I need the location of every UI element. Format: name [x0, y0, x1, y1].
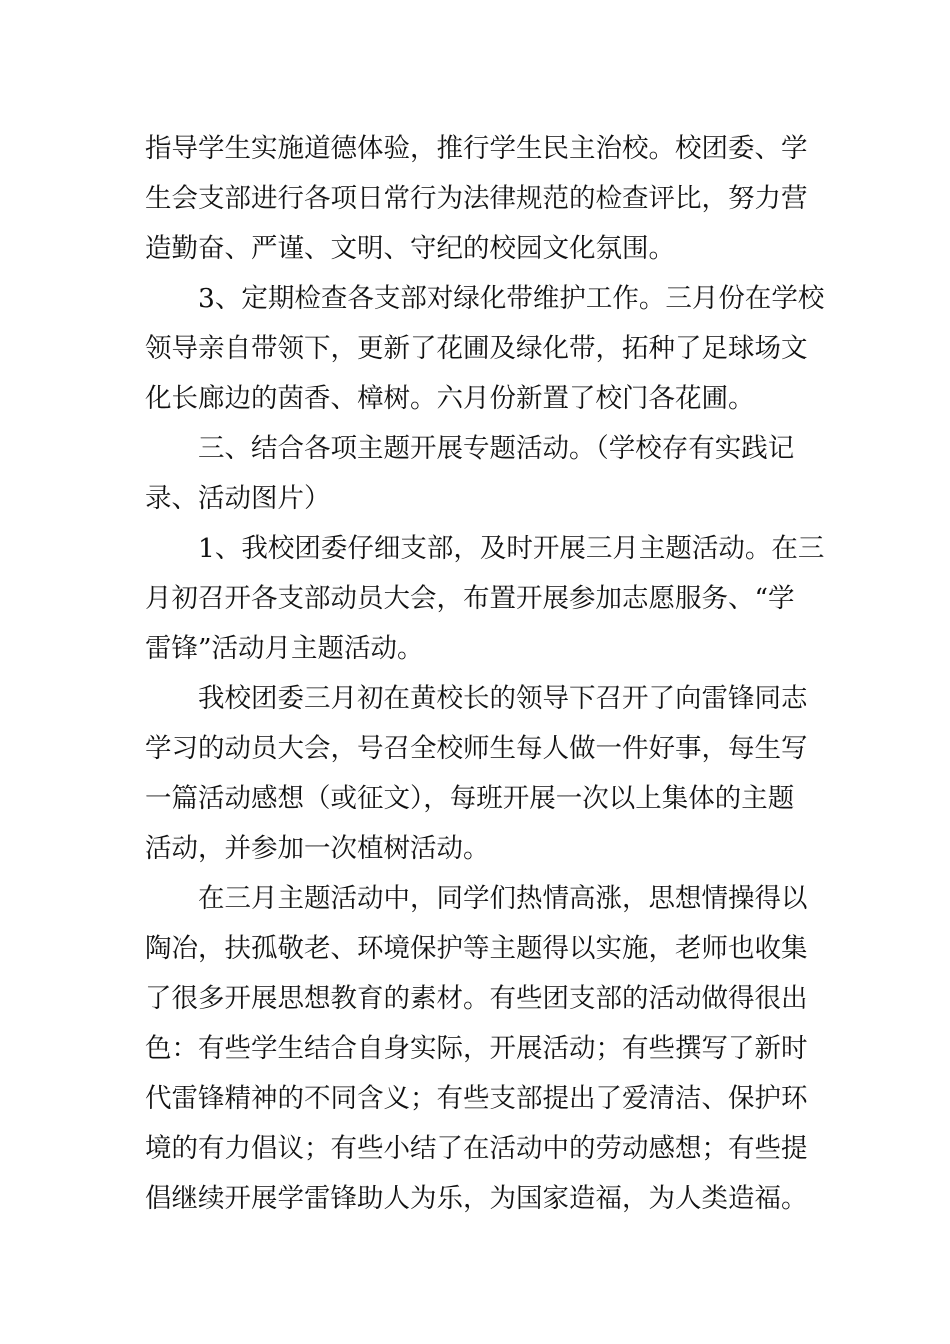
- text-line: 雷锋”活动月主题活动。: [145, 633, 424, 664]
- text-line: 录、活动图片）: [145, 483, 331, 514]
- text-line: 倡继续开展学雷锋助人为乐，为国家造福，为人类造福。: [145, 1183, 808, 1214]
- text-line: 色：有些学生结合自身实际，开展活动；有些撰写了新时: [145, 1033, 808, 1064]
- text-line: 陶冶，扶孤敬老、环境保护等主题得以实施，老师也收集: [145, 933, 808, 964]
- document-body: [145, 124, 825, 1224]
- text-line: 化长廊边的茵香、樟树。六月份新置了校门各花圃。: [145, 383, 755, 414]
- text-line: 月初召开各支部动员大会，布置开展参加志愿服务、“学: [145, 583, 795, 614]
- text-line: 了很多开展思想教育的素材。有些团支部的活动做得很出: [145, 983, 808, 1014]
- paragraph-1: [145, 124, 810, 274]
- text-line: 我校团委三月初在黄校长的领导下召开了向雷锋同志: [198, 683, 808, 714]
- text-line: 活动，并参加一次植树活动。: [145, 833, 490, 864]
- paragraph-2: [145, 274, 825, 424]
- text-line: 3、定期检查各支部对绿化带维护工作。三月份在学校: [198, 283, 825, 314]
- paragraph-5: [145, 674, 810, 874]
- text-line: 境的有力倡议；有些小结了在活动中的劳动感想；有些提: [145, 1133, 808, 1164]
- text-line: 生会支部进行各项日常行为法律规范的检查评比，努力营: [145, 183, 808, 214]
- paragraph-4: [145, 524, 825, 674]
- text-line: 学习的动员大会，号召全校师生每人做一件好事，每生写: [145, 733, 808, 764]
- text-line: 领导亲自带领下，更新了花圃及绿化带，拓种了足球场文: [145, 333, 808, 364]
- text-line: 一篇活动感想（或征文），每班开展一次以上集体的主题: [145, 783, 795, 814]
- paragraph-3: [145, 424, 810, 524]
- text-line: 1、我校团委仔细支部，及时开展三月主题活动。在三: [198, 533, 825, 564]
- text-line: 三、结合各项主题开展专题活动。（学校存有实践记: [198, 433, 795, 464]
- text-line: 造勤奋、严谨、文明、守纪的校园文化氛围。: [145, 233, 675, 264]
- text-line: 指导学生实施道德体验，推行学生民主治校。校团委、学: [145, 133, 808, 164]
- text-line: 代雷锋精神的不同含义；有些支部提出了爱清洁、保护环: [145, 1083, 808, 1114]
- paragraph-6: [145, 874, 810, 1224]
- text-line: 在三月主题活动中，同学们热情高涨，思想情操得以: [198, 883, 808, 914]
